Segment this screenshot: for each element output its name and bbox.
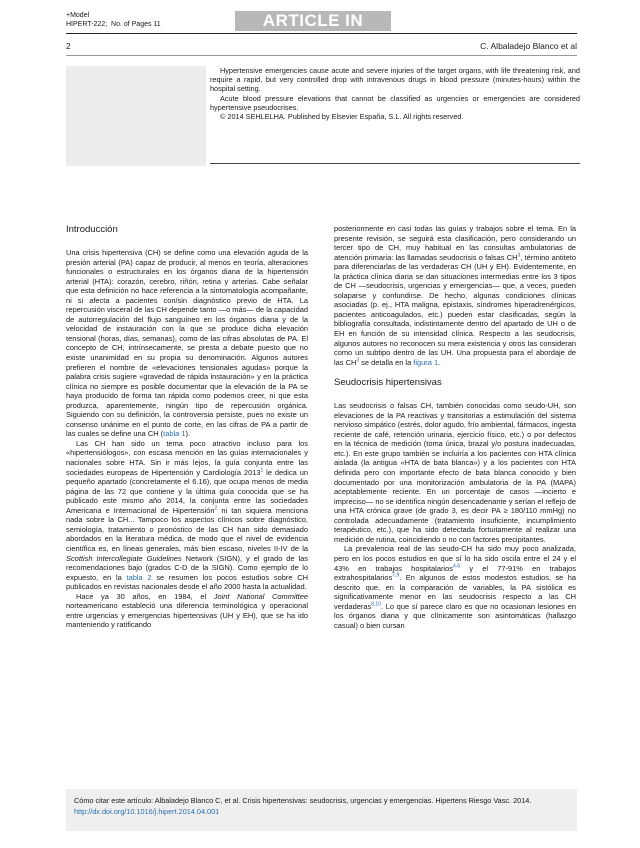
body-paragraph: Las CH han sido un tema poco atractivo incluso para los «hipertensiólogos», con escasa mención en las guías internacionales y nacionales sobre HTA. Sin ir más lejos, la guía conjunta entre las sociedades europeas de Hipertensión y Cardiología 2013$^1$ le dedica un pequeño apartado (concretamente el 6.16), que ocupa menos de media página de las 72 que contiene y la última guía conocida que se ha publicado este mismo año 2014, la conjunta entre las sociedades Americana e Internacional de Hipertensión$^2$ ni tan siquiera menciona nada sobre la CH... Tampoco los aspectos clínicos sobre diagnóstico, semiología, tratamiento o pronóstico de las CH han sido demasiado abordados en la literatura médica, de modo que el nivel de evidencia científica es, en líneas generales, más bien escaso, niveles II-IV de la Scottish Intercollegiate Guidelines Network (SIGN), y el grado de las recomendaciones bajo (grados C-D de la SIGN). Como ejemplo de lo expuesto, en la tabla 2 se resumen los pocos estudios sobre CH publicados en revistas nacionales desde el año 2000 hasta la actualidad.	[66, 438, 308, 592]
page-number: 2	[66, 41, 71, 51]
abstract-rule	[210, 163, 580, 164]
body-paragraph: Hace ya 30 años, en 1984, el Joint National Committee norteamericano estableció una diferencia terminológica y operacional entre urgencias y emergencias hipertensivas (UH y EH), que se ha ido manteniendo y ratificando	[66, 591, 308, 630]
copyright-line: © 2014 SEHLELHA. Published by Elsevier España, S.L. All rights reserved.	[220, 112, 464, 122]
article-in-press-banner: ARTICLE IN PRESS	[235, 11, 391, 31]
reference-link[interactable]: 8,10	[371, 601, 381, 608]
body-paragraph: Las seudocrisis o falsas CH, también conocidas como seudo-UH, son elevaciones de la PA reactivas y transitorias a estimulación del sistema nervioso simpático (estrés, dolor agudo, frío ambiental, fármacos, ingesta reciente de café, retención urinaria, ejercicio físico, etc.) o por defectos en la técnica de medición (toma única, brazal y/o postura inadecuadas, etc.). En este grupo también se incluiría a los pacientes con HTA clínica aislada (la antigua «HTA de bata blanca») y a los pacientes con HTA definida pero con importante efecto de bata blanca conocido y bien documentado por una monitorización ambulatoria de la PA (MAPA) aceptablemente reciente. En un porcentaje de casos —incierto e impreciso— no se identifica ningún desencadenante y serían el reflejo de una HTA crónica grave (de grado 3, es decir PA ≥ 180/110 mmHg) no controlada adecuadamente (tratamiento insuficiente, incumplimiento terapéutico, etc.), que ha sido detectada fortuitamente al realizar una medición de rutina, coincidiendo o no con factores precipitantes.	[334, 401, 576, 544]
figura-1-link[interactable]: figura 1	[413, 357, 439, 367]
doi-link[interactable]: http://dx.doi.org/10.1016/j.hipert.2014.04.001	[74, 807, 220, 816]
tabla-2-link[interactable]: tabla 2	[126, 572, 152, 582]
section-heading-seudocrisis: Seudocrisis hipertensivas	[334, 377, 442, 389]
reference-link[interactable]: 4-6	[452, 563, 461, 570]
section-heading-introduccion: Introducción	[66, 224, 118, 235]
header-rule	[66, 33, 577, 34]
reference-link[interactable]: 3	[356, 357, 360, 364]
body-paragraph: La prevalencia real de las seudo-CH ha sido muy poco analizada, pero en los pocos estudios en que sí lo ha sido oscila entre el 24 y el 43% en trabajos hospitalarios$^{4-6}$ y el 77-91% en trabajos extrahospitalarios$^{7,8}$. En algunos de estos modestos estudios, se ha descrito que, en la comparación de variables, la PA sistólica es significativamente menor en las seudocrisis respecto a las CH verdaderas$^{8,10}$. Lo que sí parece claro es que no ocasionan lesiones en los órganos diana y que clínicamente son asintomáticas (hallazgo casual) o bien cursan	[334, 544, 576, 630]
model-label: +Model	[66, 12, 90, 19]
abstract-paragraph: Hypertensive emergencies cause acute and severe injuries of the target organs, with life threatening risk, and require a rapid, but very controlled drop with intravenous drugs in blood pressure (minutes-hours) within the hospital setting.	[210, 66, 580, 94]
body-paragraph: posteriormente en casi todas las guías y trabajos sobre el tema. En la presente revisión, se seguirá esta clasificación, pero considerando un tercer tipo de CH, muy habitual en las consultas ambulatorias de atención primaria: las llamadas seudocrisis o falsas $CH^3$, término antiteto para diferenciarlas de las verdaderas CH (UH y EH). Evidentemente, en la práctica clínica diaria se dan situaciones intermedias entre los 3 tipos de CH —seudocrisis, urgencias y emergencias— que, a veces, pueden solaparse y confundirse. De hecho, algunas condiciones clínicas asociadas (p. ej., HTA maligna, epistaxis, síndromes hiperadrenérgicos, pacientes anticoagulados, etc.) pueden estar clasificadas, según la bibliografía consultada, indistintamente dentro del apartado de UH o de EH en función de su intensidad clínica. Respecto a las seudocrisis, algunos autores no reconocen su mera existencia y otros las consideran como un subtipo dentro de las UH. Una propuesta para el abordaje de las $CH^3$ se detalla en la figura 1.	[334, 224, 576, 367]
right-column	[334, 224, 576, 630]
reference-link[interactable]: 7,8	[392, 572, 400, 579]
header-meta	[66, 12, 161, 29]
reference-link[interactable]: 1	[260, 467, 264, 474]
body-paragraph: Una crisis hipertensiva (CH) se define como una elevación aguda de la presión arterial (PA) capaz de producir, al menos en teoría, alteraciones funcionales o estructurales en los órganos diana de la hipertensión arterial (HTA): corazón, cerebro, riñón, retina y arterias. Cabe señalar que esta definición no hace referencia a la sintomatología acompañante, ni si afecta a pacientes con/sin diagnóstico previo de HTA. La repercusión visceral de las CH depende tanto —o más— de la capacidad de autorregulación del flujo sanguíneo en los órganos diana y de la velocidad de instauración con la que se produce dicha elevación tensional (horas, días, semanas), como de las cifras absolutas de PA. El concepto de CH, intrínsecamente, se presta a debate puesto que no existe unanimidad en su propia su denominación. Algunos autores prefieren el nombre de «elevaciones tensionales agudas» porque la palabra crisis sugiere «gravedad de rápida instauración» y en la práctica clínica no siempre es posible documentar que la elevación de la PA se haya producido de forma tan rápida como podemos creer, ni que esta produzca, aparentemente, ningún tipo de repercusión orgánica. Siguiendo con su definición, la controversia persiste, pues no existe un consenso unánime en el punto de corte, en las cifras de PA a partir de las cuales se define una CH (tabla 1).	[66, 248, 308, 439]
header-subrule	[66, 55, 577, 56]
reference-link[interactable]: 2	[214, 505, 218, 512]
journal-code: HIPERT-222;	[66, 20, 108, 28]
reference-link[interactable]: 3	[517, 252, 521, 259]
journal-ref	[66, 21, 161, 30]
tabla-1-link[interactable]: tabla 1	[163, 429, 186, 439]
running-head: C. Albaladejo Blanco et al	[480, 41, 577, 51]
abstract	[210, 66, 580, 121]
page-count: No. of Pages 11	[111, 20, 161, 28]
article-info-box	[66, 66, 206, 166]
abstract-paragraph: Acute blood pressure elevations that cannot be classified as urgencies or emergencies are considered hypertensive pseudocrises.	[210, 93, 580, 112]
citation-text: Cómo citar este artículo: Albaladejo Blanco C, et al. Crisis hipertensivas: seudocrisis, urgencias y emergencias. Hipertens Riesgo Vasc. 2014. http://dx.doi.org/10.1016/j.hipert.2014.04.001	[74, 796, 532, 816]
left-column	[66, 224, 308, 630]
citation-box	[66, 789, 577, 831]
